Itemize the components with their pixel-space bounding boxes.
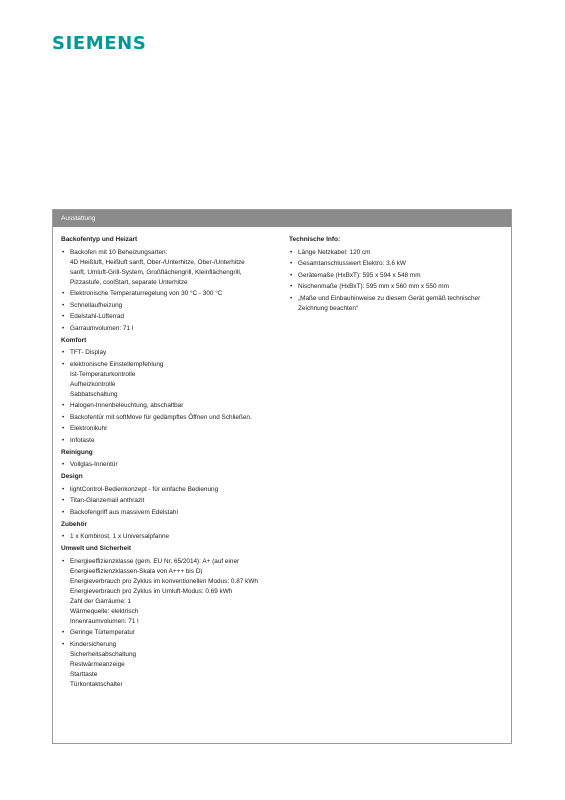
bullet-icon: • <box>62 425 65 432</box>
feature-list-item <box>61 289 285 299</box>
feature-text: Zahl der Garräume: 1 <box>70 597 132 605</box>
feature-list-item <box>61 360 285 400</box>
bullet-icon: • <box>62 497 65 504</box>
bullet-icon: • <box>62 248 65 256</box>
siemens-logo: SIEMENS <box>52 33 147 54</box>
feature-text: Aufheizkontrolle <box>70 380 116 388</box>
feature-text: Edelstahl-Lüfterrad <box>70 313 124 320</box>
feature-text: lightControl-Bedienkonzept - für einfache Bedienung <box>70 485 219 493</box>
feature-text: Energieverbrauch pro Zyklus im Umluft-Modus: 0.69 kWh <box>70 587 233 595</box>
feature-text: Ist-Temperaturkontrolle <box>70 370 136 378</box>
feature-text: Türkontaktschalter <box>70 680 123 688</box>
feature-text: Garraumvolumen: 71 l <box>70 324 134 332</box>
section-title: Design <box>61 473 83 480</box>
bullet-icon: • <box>62 413 65 421</box>
feature-list-item <box>61 460 285 470</box>
feature-text: Elektronikuhr <box>70 425 108 432</box>
feature-list-item <box>61 508 285 518</box>
feature-list-item <box>61 401 285 411</box>
section-title: Technische Info: <box>289 236 341 243</box>
feature-text: TFT- Display <box>70 349 107 356</box>
feature-text: Sabbatschaltung <box>70 390 118 398</box>
feature-text: Halogen-Innenbeleuchtung, abschaltbar <box>70 402 184 409</box>
feature-list-item <box>61 324 285 334</box>
feature-text: Gesamtanschlusswert Elektro: 3.6 kW <box>298 260 406 267</box>
feature-list-item <box>61 301 285 311</box>
feature-list-item <box>61 248 285 288</box>
feature-list-item <box>289 294 504 314</box>
feature-list-item <box>289 271 504 281</box>
feature-text: elektronische Einstellempfehlung <box>70 360 164 368</box>
bullet-icon: • <box>290 248 293 256</box>
feature-text: Länge Netzkabel: 120 cm <box>298 248 371 256</box>
section-title: Backofentyp und Heizart <box>61 236 138 243</box>
feature-text: 1 x Kombirost, 1 x Universalpfanne <box>70 533 170 540</box>
feature-text: Vollglas-Innentür <box>70 461 118 468</box>
section-title: Komfort <box>61 336 87 344</box>
bullet-icon: • <box>290 271 293 279</box>
feature-text: Pizzastufe, coolStart, separate Unterhitze <box>70 278 188 286</box>
feature-list-item <box>289 248 504 258</box>
bullet-icon: • <box>62 349 65 356</box>
feature-text: Backofengriff aus massivem Edelstahl <box>70 508 178 516</box>
feature-list-item <box>61 348 285 358</box>
feature-list-item <box>61 424 285 434</box>
feature-list-item <box>61 640 285 690</box>
feature-text: Schnellaufheizung <box>70 301 123 309</box>
feature-text: Nischenmaße (HxBxT): 595 mm x 560 mm x 550 mm <box>298 283 449 290</box>
bullet-icon: • <box>290 294 293 302</box>
features-box <box>52 209 512 744</box>
feature-text: Starttaste <box>70 670 98 678</box>
feature-text: Zeichnung beachten“ <box>298 304 359 312</box>
bullet-icon: • <box>62 360 65 368</box>
bullet-icon: • <box>62 313 65 320</box>
bullet-icon: • <box>62 508 65 516</box>
feature-text: Infotaste <box>70 436 95 444</box>
feature-text: Backofen mit 10 Beheizungsarten: <box>70 248 168 256</box>
features-column-right <box>289 234 504 314</box>
section-title: Zubehör <box>61 520 87 528</box>
bullet-icon: • <box>62 436 65 444</box>
bullet-icon: • <box>62 557 65 565</box>
feature-list-item <box>61 496 285 506</box>
section-title: Umwelt und Sicherheit <box>61 545 132 552</box>
feature-list-item <box>61 628 285 638</box>
feature-text: Innenraumvolumen: 71 l <box>70 617 139 625</box>
box-header: Ausstattung <box>53 210 511 227</box>
feature-text: Energieeffizienzklasse (gem. EU Nr. 65/2014): A+ (auf einer <box>70 557 240 565</box>
bullet-icon: • <box>62 461 65 468</box>
feature-list-item <box>61 413 285 423</box>
bullet-icon: • <box>62 290 65 297</box>
feature-text: Energieverbrauch pro Zyklus im konventionellen Modus: 0.87 kWh <box>70 577 258 585</box>
bullet-icon: • <box>62 402 65 409</box>
bullet-icon: • <box>62 324 65 332</box>
feature-text: 4D Heißluft, Heißluft sanft, Ober-/Unterhitze, Ober-/Unterhitze <box>70 258 245 266</box>
bullet-icon: • <box>290 260 293 267</box>
feature-list-item <box>289 259 504 269</box>
feature-list-item <box>61 312 285 322</box>
feature-text: Wärmequelle: elektrisch <box>70 607 139 615</box>
feature-text: Backofentür mit softMove für gedämpftes Öffnen und Schließen. <box>70 413 252 421</box>
feature-text: Energieeffizienzklassen-Skala von A+++ bis D) <box>70 567 203 575</box>
bullet-icon: • <box>62 640 65 648</box>
bullet-icon: • <box>62 629 65 636</box>
bullet-icon: • <box>62 533 65 540</box>
feature-list-item <box>61 436 285 446</box>
feature-text: Geringe Türtemperatur <box>70 629 135 636</box>
feature-text: „Maße und Einbauhinweise zu diesem Gerät gemäß technischer <box>298 294 481 302</box>
feature-text: Elektronische Temperaturregelung von 30 °C - 300 °C <box>70 290 223 297</box>
feature-list-item <box>61 485 285 495</box>
feature-list-item <box>61 532 285 542</box>
bullet-icon: • <box>62 301 65 309</box>
feature-text: Gerätemaße (HxBxT): 595 x 594 x 548 mm <box>298 271 421 279</box>
feature-text: Restwärmeanzeige <box>70 660 125 668</box>
feature-text: Titan-Glanzemail anthrazit <box>70 497 145 504</box>
features-column-left <box>61 234 285 690</box>
feature-text: sanft, Umluft-Grill-System, Großflächengrill, Kleinflächengrill, <box>70 268 242 276</box>
section-title: Reinigung <box>61 448 93 456</box>
bullet-icon: • <box>62 485 65 493</box>
feature-list-item <box>289 282 504 292</box>
feature-text: Sicherheitsabschaltung <box>70 650 137 658</box>
feature-text: Kindersicherung <box>70 640 117 648</box>
bullet-icon: • <box>290 283 293 290</box>
feature-list-item <box>61 557 285 627</box>
